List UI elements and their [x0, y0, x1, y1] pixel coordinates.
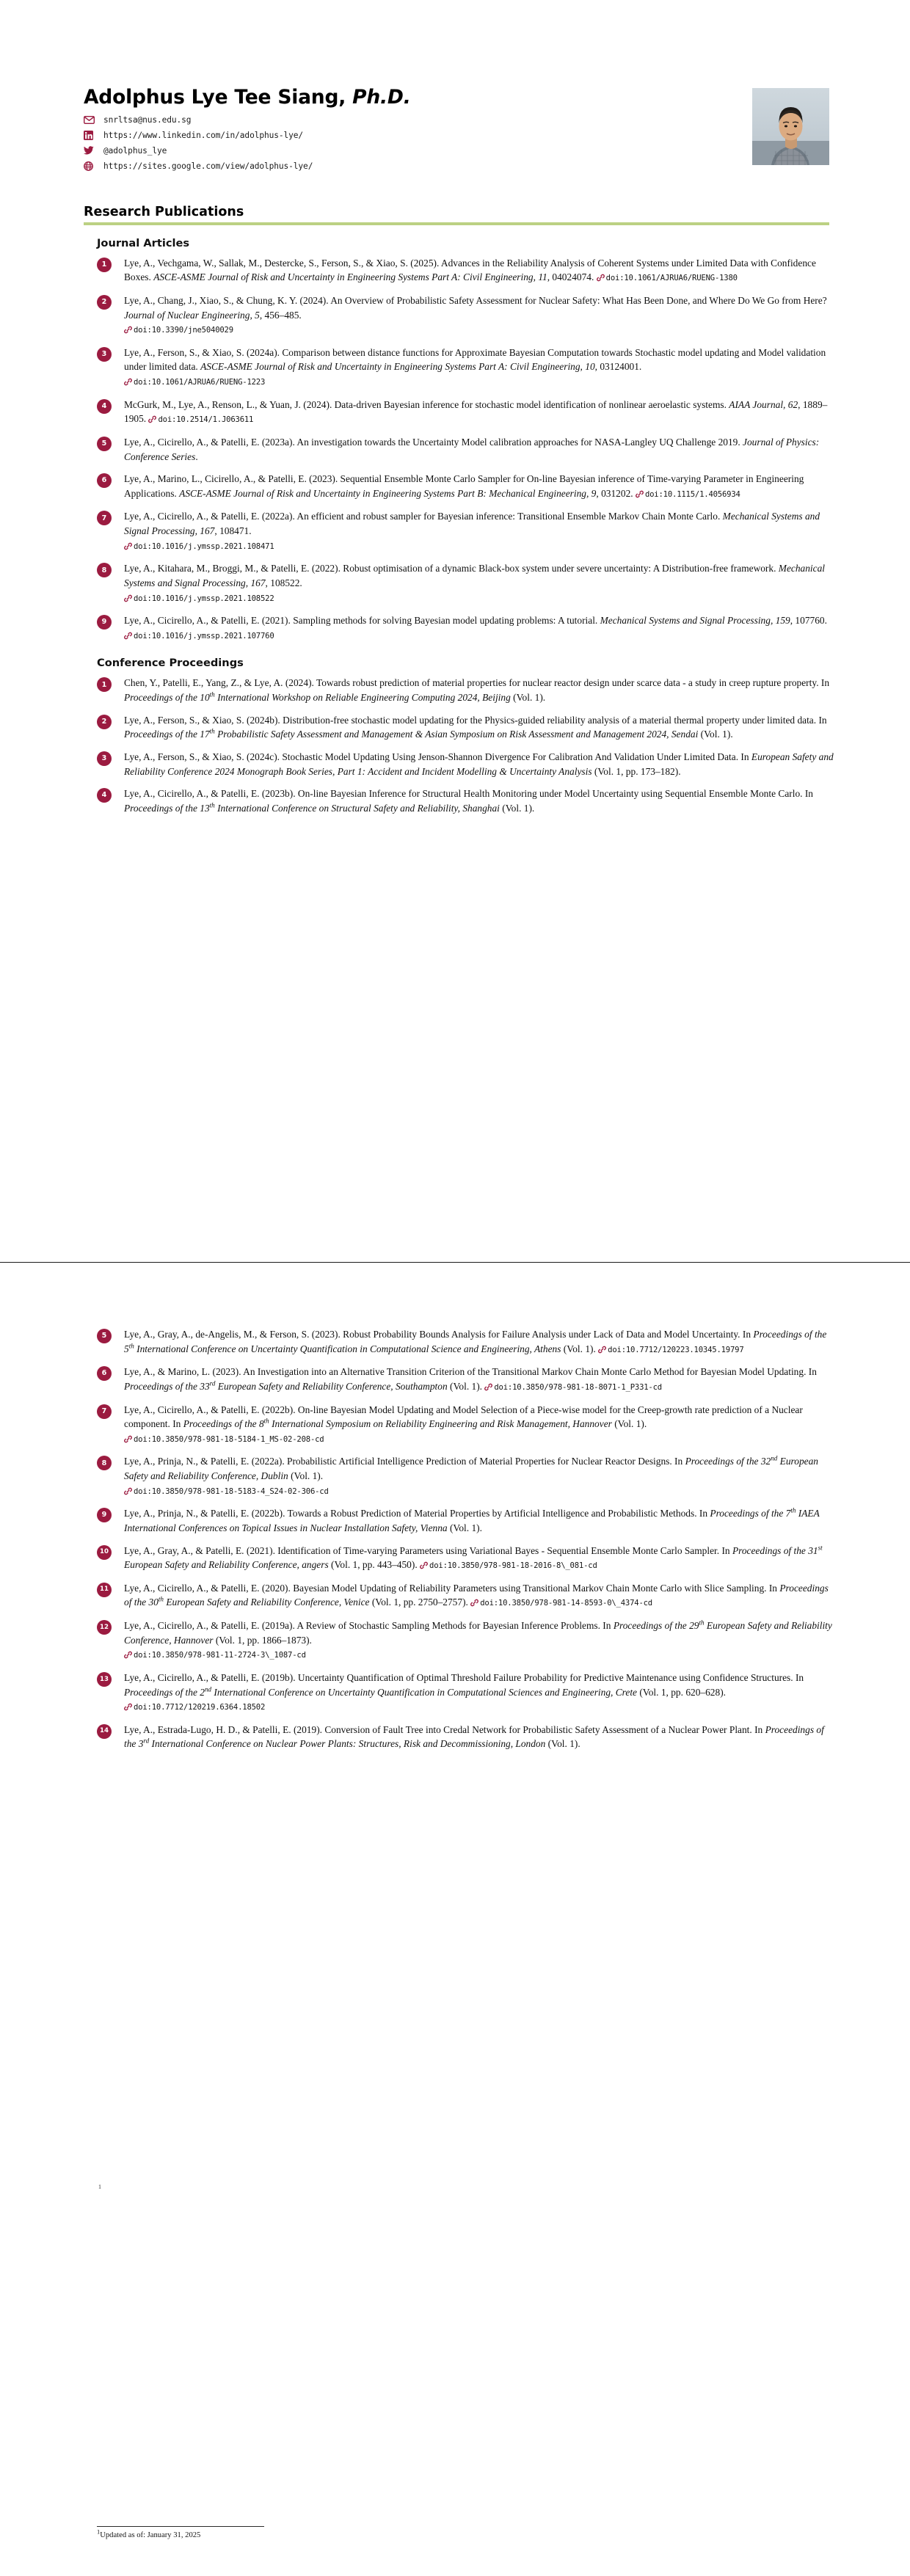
entry-number-badge: 8: [97, 563, 112, 577]
doi-link[interactable]: [124, 1433, 324, 1444]
doi-text: doi:10.3850/978-981-18-8071-1_P331-cd: [494, 1382, 662, 1392]
entry-number-badge: 7: [97, 1404, 112, 1419]
entry-citation-text: Lye, A., Ferson, S., & Xiao, S. (2024c). Stochastic Model Updating Using Jenson-Shannon Divergence For Calibration And Validation Under Limited Data. In European Safety and Reliability Conference 2024 Monograph Book Series, Part 1: Accident and Incident Modelling & Uncertainty Analysis (Vol. 1, pp. 173–182).: [124, 751, 834, 777]
entry-number-badge: 12: [97, 1620, 112, 1635]
publication-entry: [97, 509, 837, 553]
entry-number-badge: 2: [97, 295, 112, 310]
doi-link[interactable]: [124, 592, 274, 603]
doi-text: doi:10.3850/978-981-18-2016-8\_081-cd: [429, 1561, 597, 1571]
entry-citation-text: Lye, A., Estrada-Lugo, H. D., & Patelli, E. (2019). Conversion of Fault Tree into Credal Network for Probabilistic Safety Assessment of a Nuclear Power Plant. In Proceedings of the 3rd International Conference on Nuclear Power Plants: Structures, Risk and Decommissioning, London (Vol. 1).: [124, 1723, 824, 1750]
entry-number-badge: 5: [97, 1329, 112, 1343]
footnote-rule: [97, 2526, 264, 2527]
doi-text: doi:10.1016/j.ymssp.2021.108471: [134, 541, 274, 551]
publication-entry: [97, 1723, 837, 1751]
entry-citation-text: Lye, A., Cicirello, A., & Patelli, E. (2019a). A Review of Stochastic Sampling Methods for Bayesian Inference Problems. In Proceedings of the 29th European Safety and Reliability Conference, Hannover (Vol. 1, pp. 1866–1873). doi:10.3850/978-981-11-2724-3\_1087-cd: [112, 1619, 837, 1663]
contact-website-text: https://sites.google.com/view/adolphus-lye/: [103, 161, 313, 171]
entry-number-badge: 1: [97, 258, 112, 272]
section-title: Research Publications: [84, 205, 829, 225]
publication-entry: [97, 256, 837, 285]
entry-number-badge: 10: [97, 1545, 112, 1560]
entry-citation-text: Lye, A., Ferson, S., & Xiao, S. (2024a). Comparison between distance functions for Approximate Bayesian Computation towards Stochastic model updating and Model validation under limited data. ASCE-ASME Journal of Risk and Uncertainty in Engineering Systems Part A: Civil Engineering, 10, 03124001. doi:10.1061/AJRUA6/RUENG-1223: [112, 346, 837, 390]
publication-entry: [97, 435, 837, 464]
link-icon: [124, 591, 132, 606]
entry-citation-text: Lye, A., Vechgama, W., Sallak, M., Destercke, S., Ferson, S., & Xiao, S. (2025). Advances in the Reliability Analysis of Coherent Systems under Limited Data with Confidence Boxes. ASCE-ASME Journal of Risk and Uncertainty in Engineering Systems Part A: Civil Engineering, 11, 04024074. doi:10.1061/AJRUA6/RUENG-1380: [112, 256, 837, 285]
doi-link[interactable]: [124, 324, 233, 335]
contact-item-twitter[interactable]: [84, 144, 739, 158]
journal-articles-list: [0, 256, 910, 643]
entry-number-badge: 13: [97, 1672, 112, 1687]
entry-number-badge: 7: [97, 511, 112, 525]
contact-email-text: snrltsa@nus.edu.sg: [103, 114, 192, 125]
link-icon: [420, 1558, 428, 1573]
doi-link[interactable]: [636, 488, 740, 499]
publication-entry: [97, 1327, 837, 1357]
linkedin-icon: [84, 130, 98, 141]
doi-link[interactable]: [124, 630, 274, 641]
entry-citation-text: Lye, A., Cicirello, A., & Patelli, E. (2022b). On-line Bayesian Model Updating and Model Selection of a Piece-wise model for the Creep-growth rate prediction of a Nuclear component. In Proceedings of the 8th International Symposium on Reliability Engineering and Risk Management, Hannover (Vol. 1). doi:10.3850/978-981-18-5184-1_MS-02-208-cd: [112, 1403, 837, 1447]
publication-entry: [97, 346, 837, 390]
doi-text: doi:10.1061/AJRUA6/RUENG-1380: [605, 274, 738, 283]
page-title: [84, 87, 739, 109]
contact-linkedin-text: https://www.linkedin.com/in/adolphus-lye/: [103, 130, 304, 140]
link-icon: [484, 1380, 492, 1395]
entry-number-badge: 8: [97, 1456, 112, 1470]
contact-item-website[interactable]: [84, 159, 739, 174]
publication-entry: [97, 472, 837, 501]
publication-entry: [97, 676, 837, 704]
publication-entry: [97, 1619, 837, 1663]
publication-entry: [97, 398, 837, 427]
entry-number-badge: 14: [97, 1724, 112, 1739]
entry-citation-text: Lye, A., Chang, J., Xiao, S., & Chung, K. Y. (2024). An Overview of Probabilistic Safety Assessment for Nuclear Safety: What Has Been Done, and Where Do We Go from Here? Journal of Nuclear Engineering, 5, 456–485. doi:10.3390/jne5040029: [112, 293, 837, 337]
cv-header: [0, 0, 910, 175]
envelope-icon: [84, 114, 98, 125]
publication-entry: [97, 750, 837, 778]
entry-citation-text: Lye, A., Cicirello, A., & Patelli, E. (2020). Bayesian Model Updating of Reliability Parameters using Transitional Markov Chain Monte Carlo with Slice Sampling. In Proceedings of the 30th European Safety and Reliability Conference, Venice (Vol. 1, pp. 2750–2757). doi:10.3850/978-981-14-8593-0\_4374-cd: [112, 1581, 837, 1610]
doi-link[interactable]: [124, 1649, 306, 1660]
link-icon: [636, 487, 644, 502]
conference-proceedings-list-part2: [0, 1327, 910, 1751]
publication-entry: [97, 561, 837, 605]
entry-citation-text: Lye, A., & Marino, L. (2023). An Investigation into an Alternative Transition Criterion of the Transitional Markov Chain Monte Carlo Method for Bayesian Model Updating. In Proceedings of the 33rd European Safety and Reliability Conference, Southampton (Vol. 1). doi:10.3850/978-981-18-8071-1_P331-cd: [112, 1365, 837, 1394]
doi-link[interactable]: [124, 1485, 329, 1496]
page-1: [0, 0, 910, 1262]
doi-link[interactable]: [124, 1701, 265, 1712]
publication-entry: [97, 787, 837, 815]
doi-text: doi:10.7712/120223.10345.19797: [608, 1345, 744, 1354]
publication-entry: [97, 1365, 837, 1394]
link-icon: [124, 1648, 132, 1663]
publication-entry: [97, 713, 837, 742]
entry-citation-text: Lye, A., Kitahara, M., Broggi, M., & Patelli, E. (2022). Robust optimisation of a dynamic Black-box system under severe uncertainty: A Distribution-free framework. Mechanical Systems and Signal Processing, 167, 108522. doi:10.1016/j.ymssp.2021.108522: [112, 561, 837, 605]
doi-link[interactable]: [470, 1597, 652, 1608]
link-icon: [124, 323, 132, 337]
footnote: [97, 2526, 787, 2541]
header-text-block: [84, 87, 739, 175]
publication-entry: [97, 1671, 837, 1715]
doi-text: doi:10.7712/120219.6364.18502: [134, 1703, 266, 1712]
link-icon: [124, 1484, 132, 1499]
entry-citation-text: Lye, A., Cicirello, A., & Patelli, E. (2021). Sampling methods for solving Bayesian model updating problems: A tutorial. Mechanical Systems and Signal Processing, 159, 107760. doi:10.1016/j.ymssp.2021.107760: [112, 613, 837, 643]
footnote-anchor-marker: 1: [98, 2183, 101, 2190]
entry-citation-text: Lye, A., Cicirello, A., & Patelli, E. (2023b). On-line Bayesian Inference for Structural Health Monitoring under Model Uncertainty using Sequential Ensemble Monte Carlo. In Proceedings of the 13th International Conference on Structural Safety and Reliability, Shanghai (Vol. 1).: [124, 788, 813, 814]
page-2: [0, 1263, 910, 2576]
entry-citation-text: Lye, A., Cicirello, A., & Patelli, E. (2019b). Uncertainty Quantification of Optimal Threshold Failure Probability for Predictive Maintenance using Confidence Structures. In Proceedings of the 2nd International Conference on Uncertainty Quantification in Computational Sciences and Engineering, Crete (Vol. 1, pp. 620–628). doi:10.7712/120219.6364.18502: [112, 1671, 837, 1715]
link-icon: [124, 375, 132, 390]
doi-link[interactable]: [597, 271, 738, 282]
section-header-wrap: [0, 205, 910, 225]
entry-number-badge: 4: [97, 788, 112, 803]
entry-number-badge: 5: [97, 437, 112, 451]
contact-item-linkedin[interactable]: [84, 128, 739, 143]
entry-number-badge: 3: [97, 751, 112, 766]
entry-number-badge: 6: [97, 473, 112, 488]
entry-citation-text: Lye, A., Marino, L., Cicirello, A., & Patelli, E. (2023). Sequential Ensemble Monte Carlo Sampler for On-line Bayesian inference of Time-varying Parameter in Engineering Applications. ASCE-ASME Journal of Risk and Uncertainty in Engineering Systems Part B: Mechanical Engineering, 9, 031202. doi:10.1115/1.4056934: [112, 472, 837, 501]
person-degree: Ph.D.: [352, 86, 411, 109]
publication-entry: [97, 613, 837, 643]
contact-list: [84, 113, 739, 174]
entry-citation-text: Lye, A., Gray, A., de-Angelis, M., & Ferson, S. (2023). Robust Probability Bounds Analysis for Failure Analysis under Lack of Data and Model Uncertainty. In Proceedings of the 5th International Conference on Uncertainty Quantification in Computational Science and Engineering, Athens (Vol. 1). doi:10.7712/120223.10345.19797: [112, 1327, 837, 1357]
doi-link[interactable]: [148, 413, 253, 424]
entry-citation-text: Lye, A., Ferson, S., & Xiao, S. (2024b). Distribution-free stochastic model updating for the Physics-guided reliability analysis of a material thermal property under limited data. In Proceedings of the 17th Probabilistic Safety Assessment and Management & Asian Symposium on Risk Assessment and Management 2024, Sendai (Vol. 1).: [124, 714, 827, 740]
subsection-conference-proceedings: Conference Proceedings: [97, 657, 244, 670]
conference-proceedings-list-part1: [0, 676, 910, 815]
publication-entry: [97, 293, 837, 337]
doi-link[interactable]: [420, 1559, 597, 1570]
globe-icon: [84, 161, 98, 172]
doi-text: doi:10.3850/978-981-11-2724-3\_1087-cd: [134, 1651, 306, 1660]
doi-text: doi:10.1016/j.ymssp.2021.108522: [134, 594, 274, 603]
entry-number-badge: 9: [97, 1508, 112, 1522]
doi-link[interactable]: [124, 540, 274, 551]
publication-entry: [97, 1506, 837, 1535]
link-icon: [124, 1700, 132, 1715]
doi-link[interactable]: [598, 1343, 743, 1354]
publication-entry: [97, 1544, 837, 1573]
entry-citation-text: McGurk, M., Lye, A., Renson, L., & Yuan, J. (2024). Data-driven Bayesian inference for stochastic model identification of nonlinear aeroelastic systems. AIAA Journal, 62, 1889–1905. doi:10.2514/1.J063611: [112, 398, 837, 427]
footnote-marker: 1: [97, 2528, 101, 2536]
link-icon: [470, 1596, 478, 1610]
subsection-journal-articles: Journal Articles: [97, 236, 190, 249]
entry-citation-text: Lye, A., Gray, A., & Patelli, E. (2021). Identification of Time-varying Parameters using Variational Bayes - Sequential Ensemble Monte Carlo Sampler. In Proceedings of the 31st European Safety and Reliability Conference, angers (Vol. 1, pp. 443–450). doi:10.3850/978-981-18-2016-8\_081-cd: [112, 1544, 837, 1573]
link-icon: [124, 629, 132, 643]
entry-citation-text: Lye, A., Prinja, N., & Patelli, E. (2022b). Towards a Robust Prediction of Material Properties by Artificial Intelligence and Probabilistic Methods. In Proceedings of the 7th IAEA International Conferences on Topical Issues in Nuclear Installation Safety, Vienna (Vol. 1).: [124, 1506, 820, 1533]
link-icon: [124, 539, 132, 554]
publication-entry: [97, 1454, 837, 1498]
link-icon: [597, 271, 605, 285]
footnote-text: [97, 2528, 787, 2541]
doi-text: doi:10.1061/AJRUA6/RUENG-1223: [134, 378, 266, 387]
publication-entry: [97, 1581, 837, 1610]
contact-item-email[interactable]: [84, 113, 739, 128]
link-icon: [124, 1432, 132, 1447]
link-icon: [148, 412, 156, 427]
entry-number-badge: 2: [97, 715, 112, 729]
doi-link[interactable]: [484, 1381, 662, 1392]
doi-text: doi:10.3850/978-981-18-5183-4_S24-02-306-cd: [134, 1486, 329, 1496]
entry-number-badge: 3: [97, 347, 112, 362]
doi-text: doi:10.1016/j.ymssp.2021.107760: [134, 631, 274, 641]
person-name: Adolphus Lye Tee Siang,: [84, 86, 346, 109]
entry-citation-text: Chen, Y., Patelli, E., Yang, Z., & Lye, A. (2024). Towards robust prediction of material properties for nuclear reactor design under scarce data - a study in creep rupture property. In Proceedings of the 10th International Workshop on Reliable Engineering Computing 2024, Beijing (Vol. 1).: [124, 677, 830, 704]
entry-number-badge: 1: [97, 677, 112, 692]
doi-text: doi:10.1115/1.4056934: [644, 489, 740, 499]
publication-entry: [97, 1403, 837, 1447]
doi-text: doi:10.3850/978-981-14-8593-0\_4374-cd: [480, 1599, 652, 1608]
footnote-body: Updated as of: January 31, 2025: [100, 2531, 201, 2540]
doi-link[interactable]: [124, 376, 265, 387]
doi-text: doi:10.2514/1.J063611: [158, 415, 254, 425]
doi-text: doi:10.3390/jne5040029: [134, 326, 233, 335]
entry-number-badge: 9: [97, 615, 112, 630]
twitter-icon: [84, 145, 98, 156]
doi-text: doi:10.3850/978-981-18-5184-1_MS-02-208-cd: [134, 1434, 324, 1444]
entry-citation-text: Lye, A., Prinja, N., & Patelli, E. (2022a). Probabilistic Artificial Intelligence Prediction of Material Properties for Nuclear Reactor Designs. In Proceedings of the 32nd European Safety and Reliability Conference, Dublin (Vol. 1). doi:10.3850/978-981-18-5183-4_S24-02-306-cd: [112, 1454, 837, 1498]
contact-twitter-text: @adolphus_lye: [103, 145, 167, 156]
entry-number-badge: 6: [97, 1366, 112, 1381]
entry-number-badge: 4: [97, 399, 112, 414]
link-icon: [598, 1343, 606, 1357]
entry-citation-text: Lye, A., Cicirello, A., & Patelli, E. (2022a). An efficient and robust sampler for Bayesian inference: Transitional Ensemble Markov Chain Monte Carlo. Mechanical Systems and Signal Processing, 167, 108471. doi:10.1016/j.ymssp.2021.108471: [112, 509, 837, 553]
entry-citation-text: Lye, A., Cicirello, A., & Patelli, E. (2023a). An investigation towards the Uncertainty Model calibration approaches for NASA-Langley UQ Challenge 2019. Journal of Physics: Conference Series.: [124, 436, 820, 462]
avatar: [752, 88, 829, 165]
entry-number-badge: 11: [97, 1583, 112, 1597]
